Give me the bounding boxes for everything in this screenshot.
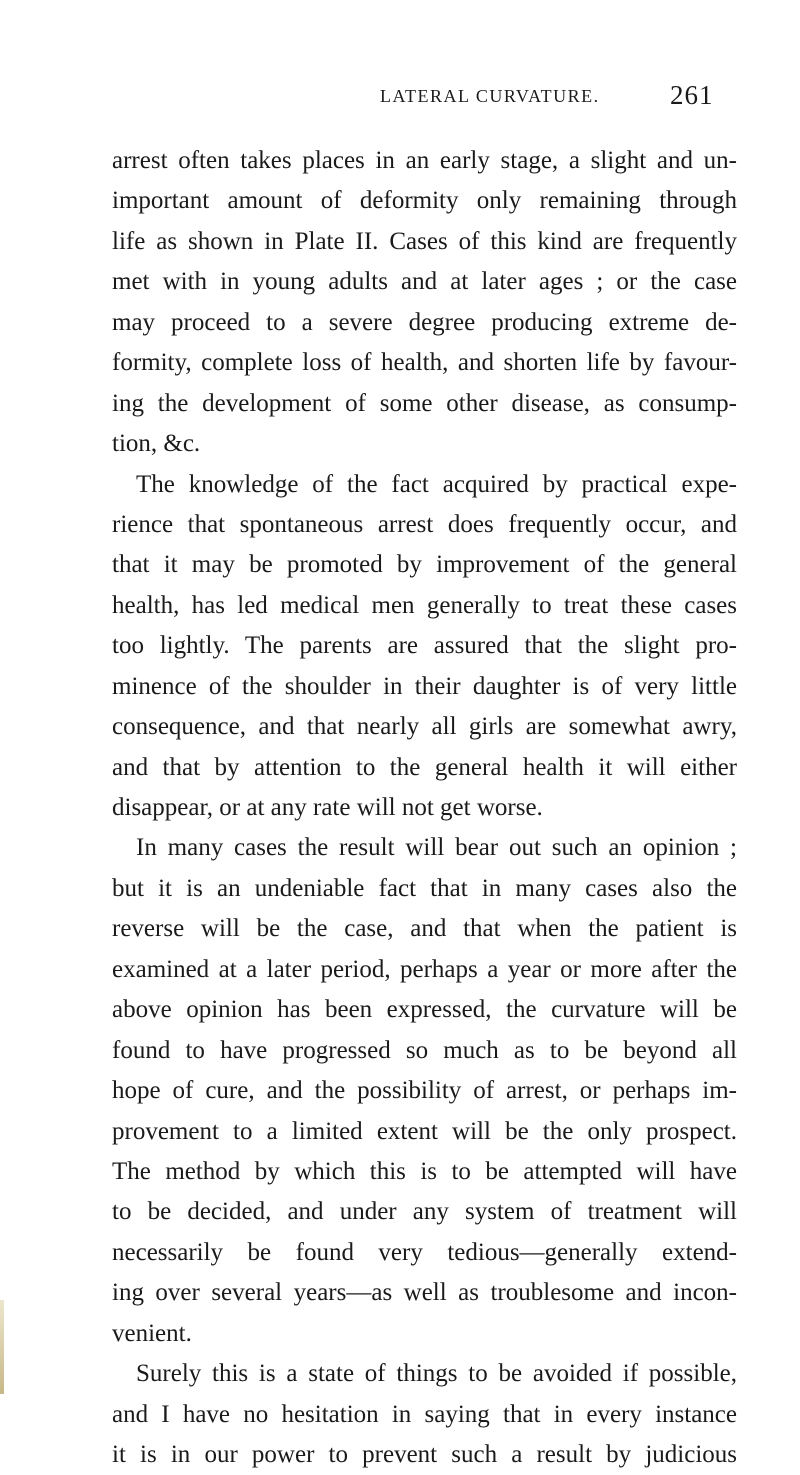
text-line: above opinion has been expressed, the curvature will be bbox=[112, 996, 737, 1024]
text-line: met with in young adults and at later ages ; or the case bbox=[112, 268, 737, 296]
text-line: disappear, or at any rate will not get worse. bbox=[112, 794, 543, 821]
text-line: but it is an undeniable fact that in many cases also the bbox=[112, 874, 737, 902]
text-line: and that by attention to the general health it will either bbox=[112, 753, 737, 781]
text-line: tion, &c. bbox=[112, 430, 201, 458]
text-line: reverse will be the case, and that when the patient is bbox=[112, 915, 737, 943]
text-line: to be decided, and under any system of treatment will bbox=[112, 1198, 737, 1226]
page-edge-stain bbox=[0, 1300, 4, 1394]
text-line: In many cases the result will bear out such an opinion ; bbox=[136, 834, 737, 862]
text-line: hope of cure, and the possibility of arrest, or perhaps im- bbox=[112, 1077, 737, 1105]
text-line: ing over several years—as well as troublesome and incon- bbox=[112, 1279, 737, 1307]
text-line: examined at a later period, perhaps a year or more after the bbox=[112, 955, 737, 983]
text-line: necessarily be found very tedious—generally extend- bbox=[112, 1238, 737, 1266]
text-line: important amount of deformity only remaining through bbox=[112, 187, 737, 215]
text-line: consequence, and that nearly all girls are somewhat awry, bbox=[112, 713, 737, 741]
text-line: arrest often takes places in an early stage, a slight and un- bbox=[112, 147, 737, 174]
text-line: found to have progressed so much as to be beyond all bbox=[112, 1036, 737, 1064]
text-line: and I have no hesitation in saying that in every instance bbox=[112, 1400, 737, 1428]
text-line: Surely this is a state of things to be avoided if possible, bbox=[136, 1360, 737, 1388]
text-line: venient. bbox=[112, 1319, 192, 1347]
text-line: The knowledge of the fact acquired by practical expe- bbox=[136, 470, 737, 498]
body-text bbox=[112, 141, 737, 1475]
text-line: provement to a limited extent will be the only prospect. bbox=[112, 1117, 737, 1145]
text-line: minence of the shoulder in their daughter is of very little bbox=[112, 672, 737, 700]
text-line: too lightly. The parents are assured that the slight pro- bbox=[112, 632, 737, 660]
text-line: it is in our power to prevent such a result by judicious bbox=[112, 1441, 737, 1468]
text-line: rience that spontaneous arrest does frequently occur, and bbox=[112, 510, 737, 538]
text-line: The method by which this is to be attempted will have bbox=[112, 1157, 737, 1185]
text-line: formity, complete loss of health, and shorten life by favour- bbox=[112, 349, 737, 377]
running-title: LATERAL CURVATURE. bbox=[380, 86, 600, 106]
text-line: may proceed to a severe degree producing extreme de- bbox=[112, 308, 737, 336]
text-line: health, has led medical men generally to treat these cases bbox=[112, 591, 737, 619]
text-line: life as shown in Plate II. Cases of this kind are frequently bbox=[112, 227, 737, 255]
text-line: ing the development of some other disease, as consump- bbox=[112, 389, 737, 417]
page-number: 261 bbox=[670, 80, 714, 110]
text-line: that it may be promoted by improvement of the general bbox=[112, 551, 737, 579]
